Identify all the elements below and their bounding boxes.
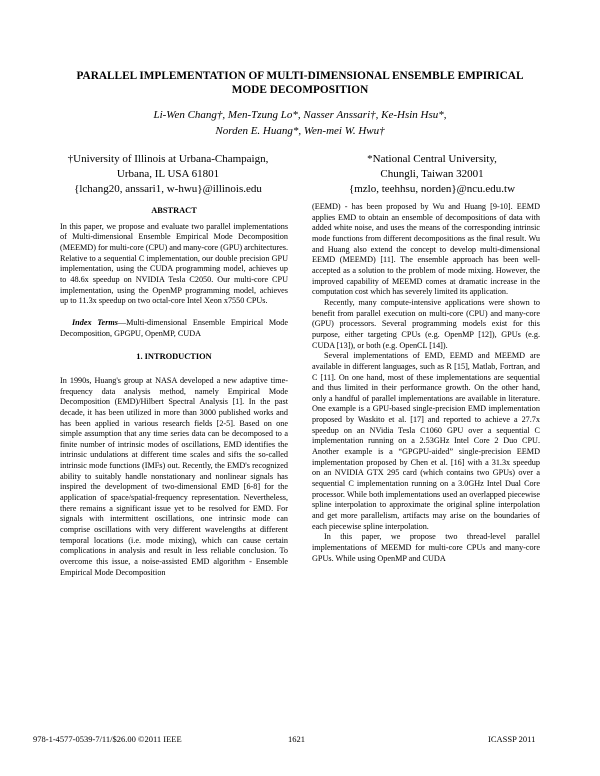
intro-paragraph-4: In this paper, we propose two thread-level parallel implementations of MEEMD for multi-core CPUs and many-core GPUs. While using OpenMP and CUDA <box>312 532 540 563</box>
footer-conference: ICASSP 2011 <box>488 734 536 744</box>
title-line-2: MODE DECOMPOSITION <box>231 84 369 96</box>
intro-paragraph-3: Several implementations of EMD, EEMD and MEEMD are available in different languages, such as R [15], Matlab, Fortran, and C [11]. On one hand, most of these implementations are sequential and thus limited in their performance growth. On the other hand, only a handful of parallel implementations are available in literature. One example is a GPU-based single-precision EMD implementation proposed by Waskito et al. [17] and reported to achieve a 27.7x speedup on an NVidia Tesla C1060 GPU over a sequential C implementation running on a 2.53GHz Intel Core 2 Duo CPU. Another example is a “GPGPU-aided” single-precision EEMD implementation proposed by Chen et al. [16] with a 31.3x speedup on an NVIDIA GTX 295 card (which contains two GPUs) over a sequential C implementation running on a 3.0GHz Intel Dual Core processor. While both implementations used an overlapped piecewise spline interpolation to approximate the original spline interpolation and get more parallelism, artifacts may arise on the boundaries of each piecewise spline interpolation. <box>312 351 540 531</box>
authors-line-2: Norden E. Huang*, Wen-mei W. Hwu† <box>215 125 385 137</box>
intro-paragraph-1-continued: (EEMD) - has been proposed by Wu and Huang [9-10]. EEMD applies EMD to obtain an ensemble of decompositions of data with added white noise, and uses the means of the corresponding intrinsic mode functions from different decompositions as the final result. Wu and Huang also extend the concept to develop multi-dimensional EEMD (MEEMD) [11]. The ensemble approach has been well-accepted as a solution to the problem of mode mixing. However, the improved capability of MEEMD comes at dramatic increase in the computation cost which has severely limited its application. <box>312 202 540 297</box>
affiliation-uiuc <box>48 152 288 197</box>
footer-page-number: 1621 <box>288 734 305 744</box>
affiliation-ncu <box>312 152 552 197</box>
index-terms <box>60 318 288 339</box>
right-column <box>312 202 540 564</box>
affiliation-ncu-address: Chungli, Taiwan 32001 <box>380 168 484 180</box>
authors-line-1: Li-Wen Chang†, Men-Tzung Lo*, Nasser Anssari†, Ke-Hsin Hsu*, <box>153 109 447 121</box>
title-line-1: PARALLEL IMPLEMENTATION OF MULTI-DIMENSIONAL ENSEMBLE EMPIRICAL <box>76 70 524 82</box>
paper-title <box>40 69 560 97</box>
affiliation-ncu-name: *National Central University, <box>367 153 497 165</box>
abstract-text: In this paper, we propose and evaluate two parallel implementations of Multi-dimensional Ensemble Empirical Mode Decomposition (MEEMD) for multi-core (CPU) and many-core (GPU) architectures. Relative to a sequential C implementation, our double precision GPU implementation, using the CUDA programming model, achieves up to 48.6x speedup on NVIDIA Tesla C2050. Our multi-core CPU implementation, using the OpenMP programming model, achieves up to 11.3x speedup on two octal-core Intel Xeon x7550 CPUs. <box>60 221 288 306</box>
index-terms-label: Index Terms <box>72 317 118 327</box>
footer-copyright: 978-1-4577-0539-7/11/$26.00 ©2011 IEEE <box>33 734 182 744</box>
intro-paragraph-2: Recently, many compute-intensive applications were shown to benefit from parallel execution on multi-core (CPU) and many-core (GPU) processors. Several programming models exist for this purpose, either targeting CPUs (e.g. OpenMP [12]), GPUs (e.g. CUDA [13]), or both (e.g. OpenCL [14]). <box>312 297 540 350</box>
left-column <box>60 206 288 578</box>
abstract-heading: ABSTRACT <box>151 206 197 215</box>
intro-heading: 1. INTRODUCTION <box>136 352 212 362</box>
affiliation-uiuc-name: †University of Illinois at Urbana-Champaign, <box>67 153 269 165</box>
intro-paragraph-1: In 1990s, Huang's group at NASA developed a new adaptive time-frequency data analysis method, namely Empirical Mode Decomposition (EMD)/Hilbert Spectral Analysis [1]. In the past decade, it has been utilized in more than 3000 published works and has been applied in various research fields [2-5]. Based on one simple assumption that any time series data can be decomposed to a finite number of intrinsic modes of oscillations, EMD identifies the intrinsic undulations at different time scales and sifts the so-called intrinsic mode functions (IMFs) out. Recently, the EMD's recognized ability to suitably handle nonstationary and nonlinear signals has inspired the development of two-dimensional EMD [6-8] for the application of space/spatial-frequency representation. Nevertheless, there remains a significant issue yet to be resolved for EMD. For signals with intermittent oscillations, one intrinsic mode can comprise oscillations with very different wavelengths at different temporal locations (i.e. mode mixing), which can cause certain complications in analysis and result in less reliable conclusion. To overcome this issue, a noise-assisted EMD algorithm - Ensemble Empirical Mode Decomposition <box>60 375 288 577</box>
affiliation-uiuc-emails: {lchang20, anssari1, w-hwu}@illinois.edu <box>74 183 262 195</box>
index-terms-text: —Multi-dimensional Ensemble Empirical Mode Decomposition, GPGPU, OpenMP, CUDA <box>60 317 288 338</box>
author-list <box>60 107 540 139</box>
affiliation-uiuc-address: Urbana, IL USA 61801 <box>116 168 220 180</box>
affiliation-ncu-emails: {mzlo, teehhsu, norden}@ncu.edu.tw <box>348 183 516 195</box>
